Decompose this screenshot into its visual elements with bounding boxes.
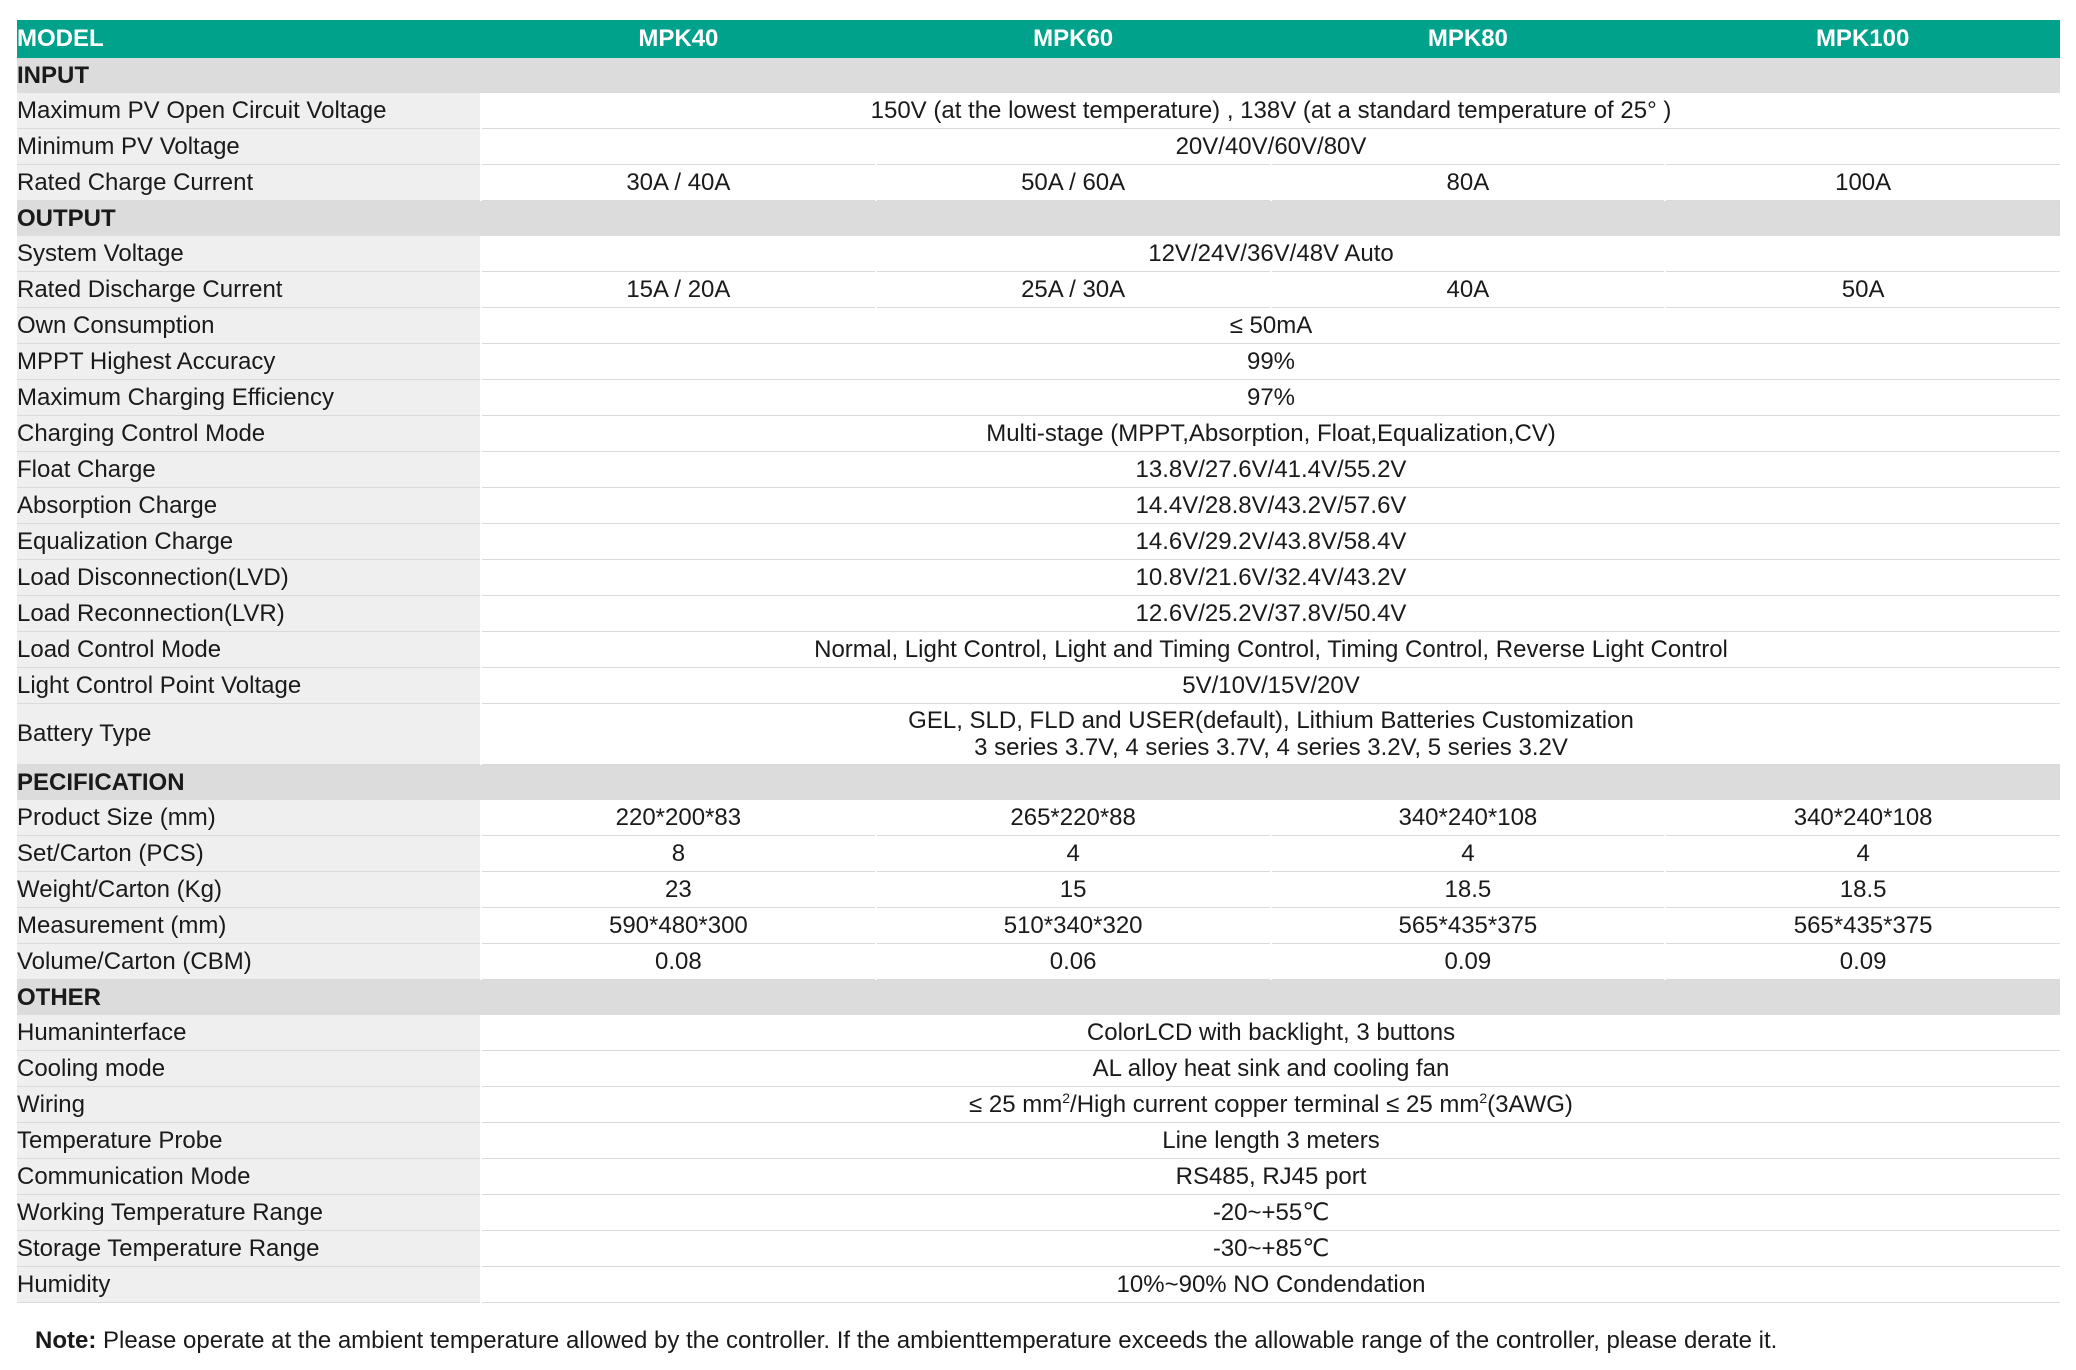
row-float-charge <box>17 452 2060 488</box>
row-equalization-charge <box>17 524 2060 560</box>
row-value-mpk80: 565*435*375 <box>1271 908 1666 944</box>
row-value <box>481 704 2060 765</box>
row-value-mpk80: 0.09 <box>1271 944 1666 980</box>
superscript: 2 <box>1062 1089 1071 1106</box>
row-volume-carton-cbm <box>17 944 2060 980</box>
row-label: Wiring <box>17 1087 481 1123</box>
row-humidity <box>17 1267 2060 1303</box>
row-value-mpk60: 0.06 <box>876 944 1271 980</box>
row-label: Maximum Charging Efficiency <box>17 380 481 416</box>
section-other <box>17 980 2060 1016</box>
row-value-mpk80: 18.5 <box>1271 872 1666 908</box>
section-title: OTHER <box>17 980 2060 1016</box>
row-value: Multi-stage (MPPT,Absorption, Float,Equalization,CV) <box>481 416 2060 452</box>
row-value-mpk60: 25A / 30A <box>876 272 1271 308</box>
spec-table-body <box>17 20 2060 1303</box>
row-cooling-mode <box>17 1051 2060 1087</box>
row-system-voltage <box>17 236 2060 272</box>
row-value: ≤ 50mA <box>481 308 2060 344</box>
row-value: Line length 3 meters <box>481 1123 2060 1159</box>
row-value: 20V/40V/60V/80V <box>481 129 2060 165</box>
row-load-reconnection-lvr <box>17 596 2060 632</box>
section-title: PECIFICATION <box>17 765 2060 801</box>
row-label: System Voltage <box>17 236 481 272</box>
row-value-mpk100: 50A <box>1665 272 2060 308</box>
row-product-size-mm <box>17 800 2060 836</box>
row-label: Maximum PV Open Circuit Voltage <box>17 93 481 129</box>
row-rated-charge-current <box>17 165 2060 201</box>
row-label: Load Reconnection(LVR) <box>17 596 481 632</box>
section-pecification <box>17 765 2060 801</box>
row-light-control-point-voltage <box>17 668 2060 704</box>
header-model-mpk60: MPK60 <box>876 20 1271 58</box>
row-load-control-mode <box>17 632 2060 668</box>
row-label: Cooling mode <box>17 1051 481 1087</box>
row-label: Own Consumption <box>17 308 481 344</box>
row-label: Rated Charge Current <box>17 165 481 201</box>
row-absorption-charge <box>17 488 2060 524</box>
row-value-mpk60: 15 <box>876 872 1271 908</box>
row-value: 10%~90% NO Condendation <box>481 1267 2060 1303</box>
row-value-mpk60: 265*220*88 <box>876 800 1271 836</box>
spec-table <box>17 20 2060 1303</box>
row-label: Storage Temperature Range <box>17 1231 481 1267</box>
row-value-mpk80: 4 <box>1271 836 1666 872</box>
row-charging-control-mode <box>17 416 2060 452</box>
row-value-mpk100: 100A <box>1665 165 2060 201</box>
header-model-label: MODEL <box>17 20 481 58</box>
row-label: Rated Discharge Current <box>17 272 481 308</box>
row-label: Float Charge <box>17 452 481 488</box>
row-battery-type <box>17 704 2060 765</box>
row-value-mpk40: 30A / 40A <box>481 165 876 201</box>
row-value-mpk40: 8 <box>481 836 876 872</box>
row-load-disconnection-lvd <box>17 560 2060 596</box>
row-value-mpk100: 0.09 <box>1665 944 2060 980</box>
row-weight-carton-kg <box>17 872 2060 908</box>
row-label: Humidity <box>17 1267 481 1303</box>
section-title: INPUT <box>17 58 2060 93</box>
row-communication-mode <box>17 1159 2060 1195</box>
row-value: 150V (at the lowest temperature) , 138V (at a standard temperature of 25° ) <box>481 93 2060 129</box>
row-value-mpk60: 50A / 60A <box>876 165 1271 201</box>
row-value: AL alloy heat sink and cooling fan <box>481 1051 2060 1087</box>
row-value: 12.6V/25.2V/37.8V/50.4V <box>481 596 2060 632</box>
row-value-mpk80: 340*240*108 <box>1271 800 1666 836</box>
row-value-line: 3 series 3.7V, 4 series 3.7V, 4 series 3.2V, 5 series 3.2V <box>974 734 1568 761</box>
row-value-part: (3AWG) <box>1487 1090 1573 1118</box>
row-label: MPPT Highest Accuracy <box>17 344 481 380</box>
row-label: Temperature Probe <box>17 1123 481 1159</box>
row-label: Product Size (mm) <box>17 800 481 836</box>
row-working-temperature-range <box>17 1195 2060 1231</box>
row-own-consumption <box>17 308 2060 344</box>
header-row <box>17 20 2060 58</box>
row-value-mpk80: 40A <box>1271 272 1666 308</box>
footnote-text: Please operate at the ambient temperature allowed by the controller. If the ambienttemperature exceeds the allowable range of the controller, please derate it. <box>96 1327 1778 1354</box>
row-mppt-highest-accuracy <box>17 344 2060 380</box>
row-label: Load Disconnection(LVD) <box>17 560 481 596</box>
header-model-mpk100: MPK100 <box>1665 20 2060 58</box>
row-storage-temperature-range <box>17 1231 2060 1267</box>
header-model-mpk40: MPK40 <box>481 20 876 58</box>
row-set-carton-pcs <box>17 836 2060 872</box>
row-humaninterface <box>17 1015 2060 1051</box>
row-value: 12V/24V/36V/48V Auto <box>481 236 2060 272</box>
row-value-mpk40: 220*200*83 <box>481 800 876 836</box>
row-value: 10.8V/21.6V/32.4V/43.2V <box>481 560 2060 596</box>
row-maximum-pv-open-circuit-voltage <box>17 93 2060 129</box>
row-temperature-probe <box>17 1123 2060 1159</box>
row-value: 99% <box>481 344 2060 380</box>
row-value-mpk100: 565*435*375 <box>1665 908 2060 944</box>
row-value: Normal, Light Control, Light and Timing Control, Timing Control, Reverse Light Control <box>481 632 2060 668</box>
row-value: RS485, RJ45 port <box>481 1159 2060 1195</box>
row-value-mpk60: 4 <box>876 836 1271 872</box>
row-value-mpk100: 4 <box>1665 836 2060 872</box>
row-label: Set/Carton (PCS) <box>17 836 481 872</box>
row-maximum-charging-efficiency <box>17 380 2060 416</box>
row-label: Communication Mode <box>17 1159 481 1195</box>
row-value-line: GEL, SLD, FLD and USER(default), Lithium Batteries Customization <box>908 707 1634 734</box>
row-value: -30~+85℃ <box>481 1231 2060 1267</box>
row-label: Volume/Carton (CBM) <box>17 944 481 980</box>
row-value-part: ≤ 25 mm <box>969 1090 1063 1118</box>
row-value: 14.6V/29.2V/43.8V/58.4V <box>481 524 2060 560</box>
row-value: ColorLCD with backlight, 3 buttons <box>481 1015 2060 1051</box>
row-label: Working Temperature Range <box>17 1195 481 1231</box>
row-value-part: /High current copper terminal ≤ 25 mm <box>1070 1090 1480 1118</box>
row-value-mpk100: 18.5 <box>1665 872 2060 908</box>
row-value: 13.8V/27.6V/41.4V/55.2V <box>481 452 2060 488</box>
row-label: Battery Type <box>17 704 481 765</box>
row-label: Load Control Mode <box>17 632 481 668</box>
row-measurement-mm <box>17 908 2060 944</box>
row-value: 14.4V/28.8V/43.2V/57.6V <box>481 488 2060 524</box>
row-value-mpk80: 80A <box>1271 165 1666 201</box>
row-value-mpk40: 15A / 20A <box>481 272 876 308</box>
row-value-mpk40: 590*480*300 <box>481 908 876 944</box>
row-wiring <box>17 1087 2060 1123</box>
row-label: Light Control Point Voltage <box>17 668 481 704</box>
row-value <box>481 1087 2060 1123</box>
row-value: 5V/10V/15V/20V <box>481 668 2060 704</box>
row-value-mpk40: 23 <box>481 872 876 908</box>
row-label: Minimum PV Voltage <box>17 129 481 165</box>
superscript: 2 <box>1479 1089 1488 1106</box>
section-title: OUTPUT <box>17 201 2060 237</box>
row-rated-discharge-current <box>17 272 2060 308</box>
row-label: Charging Control Mode <box>17 416 481 452</box>
row-label: Absorption Charge <box>17 488 481 524</box>
row-value-mpk40: 0.08 <box>481 944 876 980</box>
footnote-label: Note: <box>35 1327 97 1354</box>
row-minimum-pv-voltage <box>17 129 2060 165</box>
header-model-mpk80: MPK80 <box>1271 20 1666 58</box>
row-value-mpk60: 510*340*320 <box>876 908 1271 944</box>
row-label: Measurement (mm) <box>17 908 481 944</box>
row-value-mpk100: 340*240*108 <box>1665 800 2060 836</box>
row-label: Equalization Charge <box>17 524 481 560</box>
section-output <box>17 201 2060 237</box>
row-value: -20~+55℃ <box>481 1195 2060 1231</box>
footnote <box>35 1327 1777 1355</box>
row-value: 97% <box>481 380 2060 416</box>
row-label: Humaninterface <box>17 1015 481 1051</box>
row-label: Weight/Carton (Kg) <box>17 872 481 908</box>
section-input <box>17 58 2060 93</box>
